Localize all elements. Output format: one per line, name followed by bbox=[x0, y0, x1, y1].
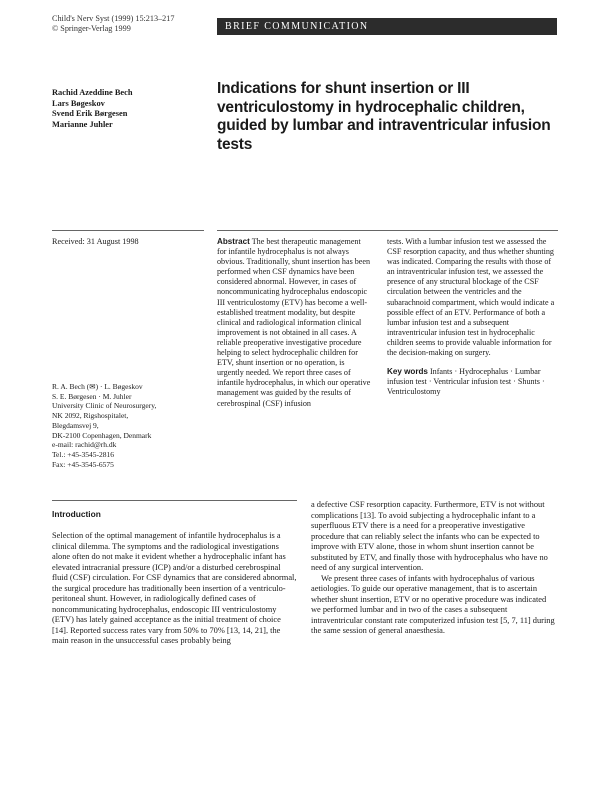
author-name: Svend Erik Børgesen bbox=[52, 109, 128, 119]
journal-copyright: © Springer-Verlag 1999 bbox=[52, 24, 131, 33]
abstract-text-continued: tests. With a lumbar infusion test we assessed the CSF resorption capacity, and thus whether shunting was indicated. Comparing the results with those of an intraventricular infusion test, we assessed the presence of any structural blockage of the CSF circulation between the ventricles and the subarachnoid compartment, which would indicate a possible effect of an ETV. Performance of both a lumbar infusion test and a subsequent intraventricular infusion test in hydrocephalic children seems to provide valuable information for the decision-making on surgery. bbox=[387, 237, 555, 358]
affiliation-line: NK 2092, Rigshospitalet, bbox=[52, 411, 129, 421]
received-date: Received: 31 August 1998 bbox=[52, 237, 139, 246]
journal-citation-block bbox=[52, 14, 174, 34]
affiliation-block bbox=[52, 382, 156, 469]
affiliation-line: R. A. Bech (✉) · L. Bøgeskov bbox=[52, 382, 143, 391]
body-paragraph: We present three cases of infants with hydrocephalus of various aetiologies. To guide our operative management, that is to ascertain whether shunt insertion, ETV or no operative procedure was indicated we performed lumbar and in two of the cases a subsequent intraventricular constant rate computerized infusion test [5, 7, 11] during the same session of general anaesthesia. bbox=[311, 573, 555, 635]
affiliation-phone: Tel.: +45-3545-2816 bbox=[52, 449, 115, 459]
article-title: Indications for shunt insertion or III ventriculostomy in hydrocephalic children, guided by lumbar and intraventricular infusion tests bbox=[217, 80, 551, 153]
journal-citation: Child's Nerv Syst (1999) 15:213–217 bbox=[52, 14, 175, 23]
introduction-divider bbox=[52, 500, 297, 501]
body-paragraph: Selection of the optimal management of infantile hydrocephalus is a clinical dilemma. The symptoms and the radiological investigations alone often do not make it evident whether a hydrocephalic infant has elevated intracranial pressure (ICP) and/or a disturbed cerebrospinal fluid (CSF) circulation. For CSF dynamics that are considered abnormal, the surgical procedure has traditionally been insertion of a ventriculo-peritoneal shunt. However, in radiologically defined cases of noncommunicating hydrocephalus, endoscopic III ventriculostomy (ETV) has lately gained acceptance as the initial treatment of choice [14]. Reported success rates vary from 50% to 70% [13, 14, 21], the main reason in the unsuccessful cases probably being bbox=[52, 531, 297, 645]
keywords-label: Key words bbox=[387, 367, 428, 377]
body-paragraph: a defective CSF resorption capacity. Furthermore, ETV is not without complications [13]. To avoid subjecting a hydrocephalic infant to a superfluous ETV there is a need for a preoperative investigative procedure that can reliably select the infants who can be expected to improve with ETV alone, those in whom shunt insertion cannot be substituted by ETV, and finally those with hydrocephalus who have no need of any surgical intervention. bbox=[311, 500, 548, 572]
affiliation-line: S. E. Børgesen · M. Juhler bbox=[52, 391, 132, 401]
affiliation-line: DK-2100 Copenhagen, Denmark bbox=[52, 430, 152, 440]
author-list bbox=[52, 88, 133, 130]
introduction-heading: Introduction bbox=[52, 509, 101, 519]
author-name: Lars Bøgeskov bbox=[52, 98, 105, 108]
introduction-right-column bbox=[311, 500, 558, 637]
abstract-right-column bbox=[387, 237, 557, 397]
abstract-label: Abstract bbox=[217, 237, 250, 246]
abstract-text: The best therapeutic management for infantile hydrocephalus is not always obvious. Traditionally, shunt insertion has been performed when CSF dynamics have been considered abnormal. However, in cases of noncommunicating hydrocephalus endoscopic III ventriculostomy (ETV) has become a well-established treatment modality, but despite clinical and radiological information clinical improvement is not obtained in all cases. A reliable preoperative investigative procedure helping to select hydrocephalic children for ETV, shunt insertion or no operation, is urgently needed. We report three cases of infantile hydrocephalus, in which our operative management was guided by the results of cerebrospinal (CSF) infusion bbox=[217, 237, 371, 408]
affiliation-fax: Fax: +45-3545-6575 bbox=[52, 459, 114, 469]
abstract-left-column bbox=[217, 237, 371, 409]
keywords-text: Infants · Hydrocephalus · Lumbar infusion test · Ventricular infusion test · Shunts · Ventriculostomy bbox=[387, 367, 545, 397]
keywords-block bbox=[387, 367, 557, 397]
left-column-divider bbox=[52, 230, 204, 231]
article-type-banner: BRIEF COMMUNICATION bbox=[217, 18, 557, 35]
introduction-left-column bbox=[52, 531, 297, 647]
author-name: Rachid Azeddine Bech bbox=[52, 88, 133, 97]
author-name: Marianne Juhler bbox=[52, 119, 113, 129]
abstract-top-divider bbox=[217, 230, 558, 231]
affiliation-email: e-mail: rachid@rh.dk bbox=[52, 440, 117, 450]
affiliation-line: Blegdamsvej 9, bbox=[52, 420, 99, 430]
affiliation-line: University Clinic of Neurosurgery, bbox=[52, 401, 157, 411]
